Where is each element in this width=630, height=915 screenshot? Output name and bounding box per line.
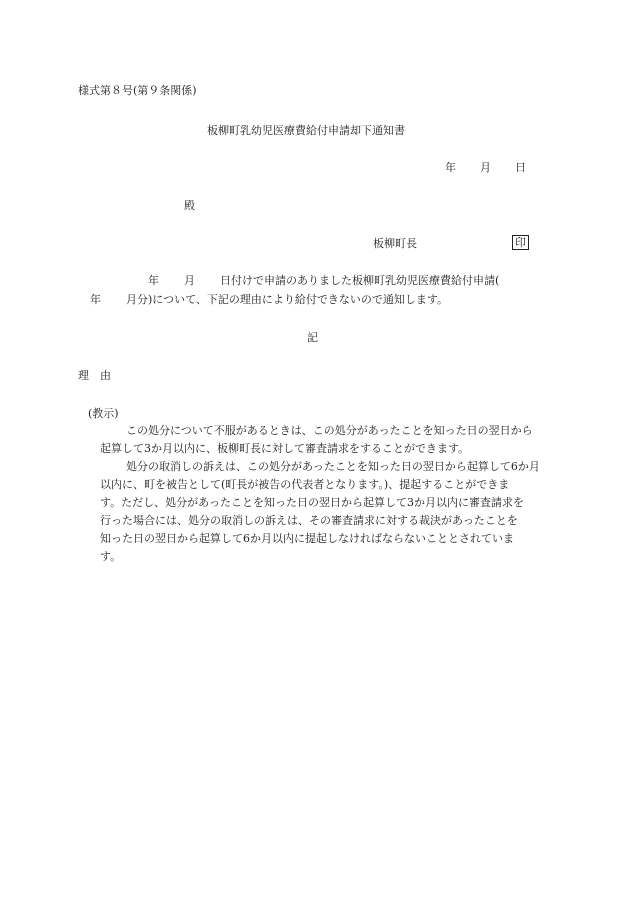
instruction-body [100, 422, 560, 566]
reason-label: 理 由 [78, 369, 111, 382]
instruction-line: この処分について不服があるときは、この処分があったことを知った日の翌日から [126, 424, 533, 437]
body-line2-year: 年 [90, 293, 101, 306]
issuer-name: 板柳町長 [373, 237, 417, 250]
document-title: 板柳町乳幼児医療費給付申請却下通知書 [207, 124, 405, 137]
instruction-line: 行った場合には、処分の取消しの訴えは、その審査請求に対する裁決があったことを [100, 514, 518, 527]
body-line1-month: 月 [184, 274, 195, 287]
date-day: 日 [515, 161, 526, 174]
date-year: 年 [445, 161, 456, 174]
record-heading: 記 [307, 331, 318, 344]
instruction-line: 起算して3か月以内に、板柳町長に対して審査請求をすることができます。 [100, 442, 470, 455]
instruction-line: す。 [100, 550, 122, 563]
form-id: 様式第８号(第９条関係) [78, 84, 197, 97]
date-month: 月 [480, 161, 491, 174]
instruction-line: 処分の取消しの訴えは、この処分があったことを知った日の翌日から起算して6か月 [126, 460, 540, 473]
seal-mark: 印 [512, 235, 529, 250]
instruction-line: 知った日の翌日から起算して6か月以内に提起しなければならないこととされていま [100, 532, 514, 545]
body-line1-text: 日付けで申請のありました板柳町乳幼児医療費給付申請( [220, 274, 500, 287]
body-line2-text: 月分)について、下記の理由により給付できないので通知します。 [126, 293, 448, 306]
instruction-line: 以内に、町を被告として(町長が被告の代表者となります。)、提起することができま [100, 478, 510, 491]
body-line1-year: 年 [148, 274, 159, 287]
addressee-suffix: 殿 [184, 199, 195, 212]
instruction-heading: (教示) [88, 407, 119, 420]
instruction-line: す。ただし、処分があったことを知った日の翌日から起算して3か月以内に審査請求を [100, 496, 525, 509]
